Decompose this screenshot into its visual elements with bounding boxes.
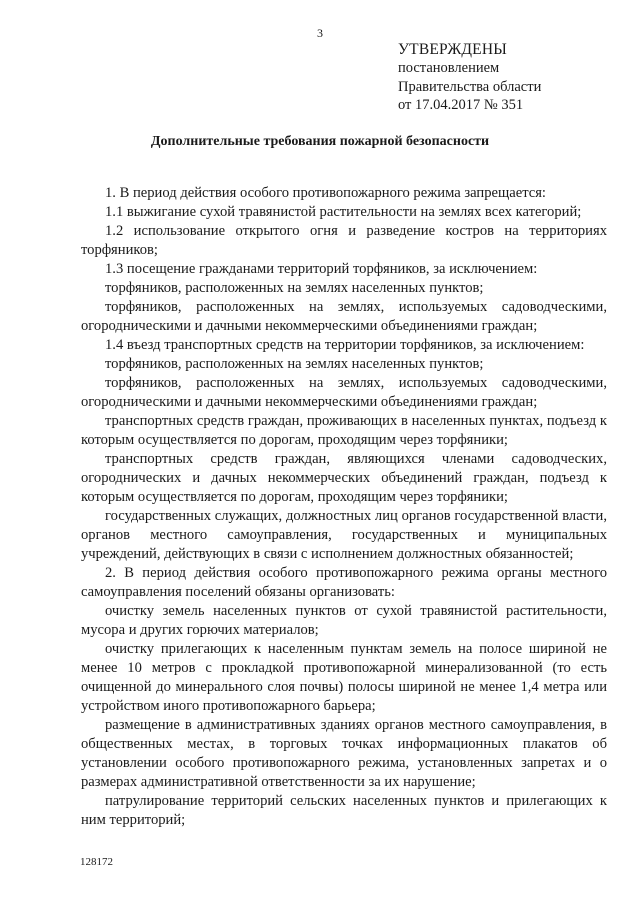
paragraph-2-item-1: очистку земель населенных пунктов от сухой травянистой растительности, мусора и других горючих материалов; xyxy=(81,603,607,638)
paragraph-1-2: 1.2 использование открытого огня и разведение костров на территориях торфяников; xyxy=(81,223,607,258)
page-number: 3 xyxy=(317,26,323,40)
approval-line-2: Правительства области xyxy=(398,78,542,95)
approval-block xyxy=(398,40,628,115)
paragraph-1-1: 1.1 выжигание сухой травянистой растительности на землях всех категорий; xyxy=(105,204,582,220)
footer-code: 128172 xyxy=(80,856,113,868)
paragraph-2: 2. В период действия особого противопожарного режима органы местного самоуправления поселений обязаны организовать: xyxy=(81,565,607,600)
approval-title: УТВЕРЖДЕНЫ xyxy=(398,41,507,58)
approval-line-3: от 17.04.2017 № 351 xyxy=(398,97,524,113)
paragraph-1-4-item-1: торфяников, расположенных на землях населенных пунктов; xyxy=(105,356,484,372)
paragraph-1-3-item-1: торфяников, расположенных на землях населенных пунктов; xyxy=(105,280,484,296)
paragraph-1-4: 1.4 въезд транспортных средств на территории торфяников, за исключением: xyxy=(105,337,585,353)
paragraph-2-item-2: очистку прилегающих к населенным пунктам земель на полосе шириной не менее 10 метров с прокладкой противопожарной минерализованной (то есть очищенной до минерального слоя почвы) полосы шириной не менее 1,4 метра или устройством иного противопожарного барьера; xyxy=(81,641,607,714)
paragraph-2-item-3: размещение в административных зданиях органов местного самоуправления, в общественных местах, в торговых точках информационных плакатов об установлении особого противопожарного режима, установленных запретах и о размерах административной ответственности за их нарушение; xyxy=(81,717,607,790)
document-body xyxy=(81,184,607,830)
paragraph-1: 1. В период действия особого противопожарного режима запрещается: xyxy=(105,185,546,201)
paragraph-1-4-item-5: государственных служащих, должностных лиц органов государственной власти, органов местного самоуправления, государственных и муниципальных учреждений, действующих в связи с исполнением должностных обязанностей; xyxy=(81,508,607,562)
paragraph-1-4-item-2: торфяников, расположенных на землях, используемых садоводческими, огородническими и дачными некоммерческими объединениями граждан; xyxy=(81,375,607,410)
approval-line-1: постановлением xyxy=(398,60,500,76)
document-heading: Дополнительные требования пожарной безопасности xyxy=(150,134,490,149)
paragraph-2-item-4: патрулирование территорий сельских населенных пунктов и прилегающих к ним территорий; xyxy=(81,793,607,828)
paragraph-1-3-item-2: торфяников, расположенных на землях, используемых садоводческими, огородническими и дачными некоммерческими объединениями граждан; xyxy=(81,299,607,334)
paragraph-1-4-item-4: транспортных средств граждан, являющихся членами садоводческих, огороднических и дачных некоммерческих объединений граждан, подъезд к которым осуществляется по дорогам, проходящим через торфяники; xyxy=(81,451,607,505)
paragraph-1-4-item-3: транспортных средств граждан, проживающих в населенных пунктах, подъезд к которым осуществляется по дорогам, проходящим через торфяники; xyxy=(81,413,607,448)
paragraph-1-3: 1.3 посещение гражданами территорий торфяников, за исключением: xyxy=(105,261,538,277)
